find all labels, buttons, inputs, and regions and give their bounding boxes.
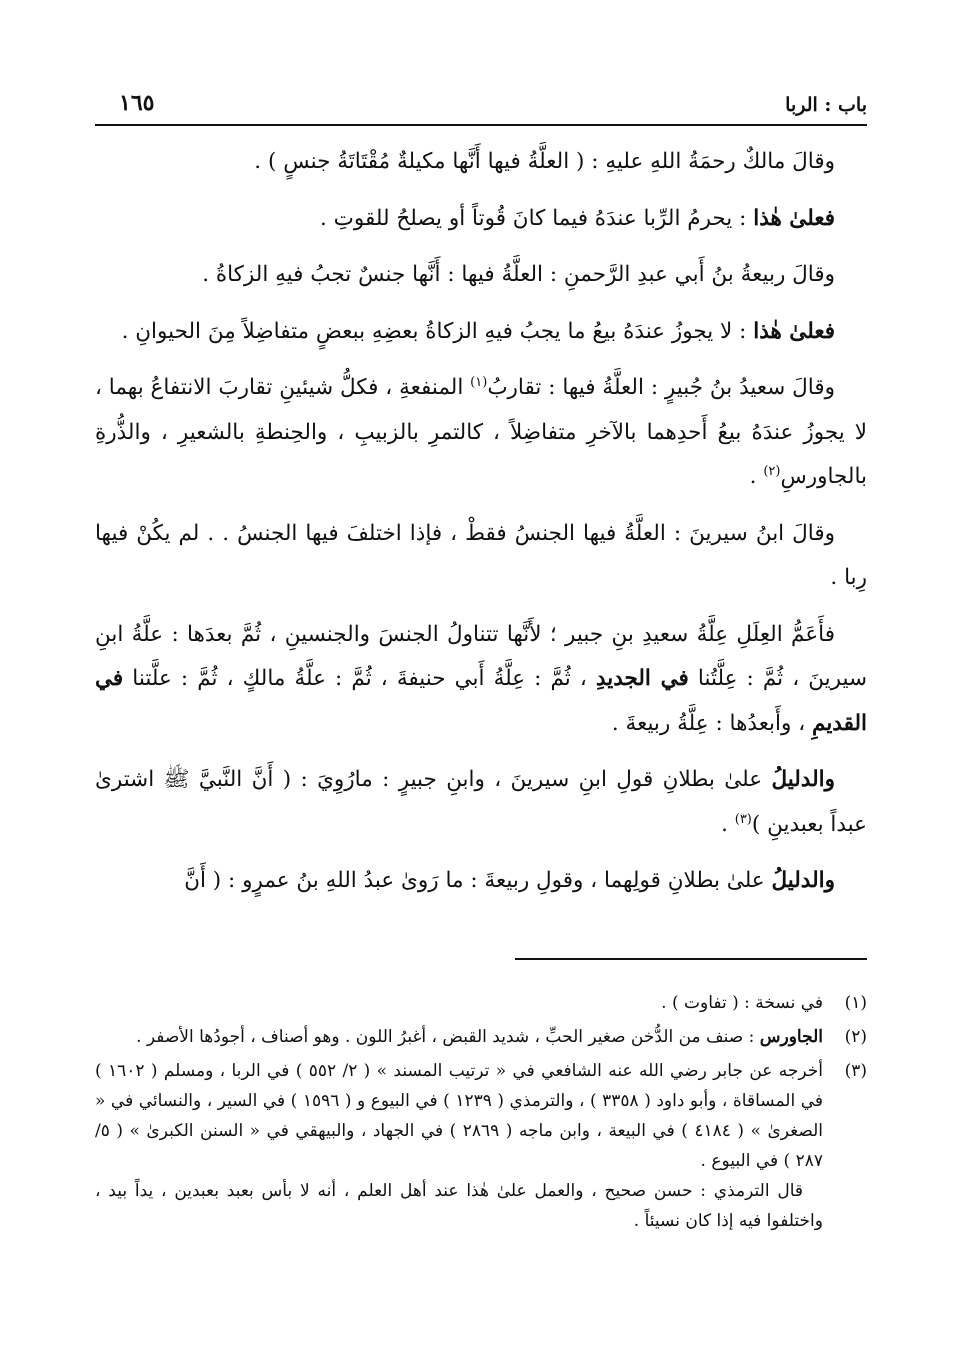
footnotes	[95, 988, 867, 1240]
paragraph-7	[95, 613, 867, 747]
paragraph-text: .	[749, 464, 764, 489]
footnote-ref-3: (٣)	[734, 811, 752, 827]
paragraph-text: ، وأَبعدُها : عِلَّةُ ربيعةَ .	[611, 710, 813, 736]
footnote-1	[95, 988, 867, 1018]
paragraph-lead: فعلىٰ هٰذا	[753, 205, 835, 231]
paragraph-4	[95, 310, 867, 355]
footnote-text-continued: قال الترمذي : حسن صحيح ، والعمل علىٰ هٰذا عند أهل العلم ، أنه لا بأس بعبد بعبدين ، يداً بيد ، واختلفوا فيه إذا كان نسيئاً .	[95, 1181, 823, 1231]
page-header	[95, 88, 867, 126]
footnote-term: الجاورس	[759, 1027, 823, 1047]
paragraph-text: .	[721, 811, 735, 837]
paragraph-lead: فعلىٰ هٰذا	[753, 318, 835, 344]
footnote-ref-2: (٢)	[763, 463, 781, 479]
footnote-divider	[515, 958, 867, 960]
paragraph-text: وقالَ ربيعةُ بنُ أَبي عبدِ الرَّحمنِ : العلَّةُ فيها : أَنَّها جنسٌ تجبُ فيهِ الزكاةُ .	[202, 262, 835, 287]
paragraph-3	[95, 253, 867, 298]
paragraph-text: : يحرمُ الرِّبا عندَهُ فيما كانَ قُوتاً أو يصلحُ للقوتِ .	[320, 205, 754, 231]
paragraph-text: فأَعَمُّ العِلَلِ عِلَّةُ سعيدِ بنِ جبير ؛ لأَنَّها تتناولُ الجنسَ والجنسينِ ، ثُمَّ بعدَها : علَّةُ ابنِ سيرينَ ، ثُمَّ : عِلَّتُنا	[95, 621, 867, 691]
running-title: باب : الربا	[785, 94, 867, 116]
paragraph-text: علىٰ بطلانِ قولِهما ، وقولِ ربيعةَ : ما رَوىٰ عبدُ اللهِ بنُ عمرٍو : ( أَنَّ	[184, 868, 772, 893]
footnote-body	[95, 1022, 823, 1052]
footnote-number: (٣)	[844, 1061, 867, 1081]
paragraph-text: : لا يجوزُ عندَهُ بيعُ ما يجبُ فيهِ الزكاةُ بعضِهِ ببعضٍ متفاضِلاً مِنَ الحيوانِ .	[121, 318, 754, 344]
footnote-number: (٢)	[844, 1027, 867, 1047]
paragraph-5	[95, 366, 867, 500]
paragraph-text: وقالَ ابنُ سيرينَ : العلَّةُ فيها الجنسُ فقطْ ، فإذا اختلفَ فيها الجنسُ . . لم يكُنْ فيها رِبا .	[95, 520, 867, 590]
main-text	[95, 140, 867, 916]
paragraph-text: وقالَ سعيدُ بنُ جُبيرٍ : العلَّةُ فيها : تقاربُ	[487, 375, 835, 400]
page-number: ١٦٥	[119, 90, 155, 116]
paragraph-text: المنفعةِ ، فكلُّ شيئينِ تقاربَ الانتفاعُ بهما ، لا يجوزُ عندَهُ بيعُ أَحدِهما بالآخرِ متفاضِلاً ، كالتمرِ بالزبيبِ ، والحِنطةِ بالشعيرِ ، والذُّرةِ بالجاورسِ	[95, 375, 867, 489]
footnote-text: في نسخة : ( تفاوت ) .	[661, 993, 823, 1013]
paragraph-text: ، ثُمَّ : عِلَّةُ أَبي حنيفةَ ، ثُمَّ : علَّةُ مالكٍ ، ثُمَّ : علَّتنا	[123, 666, 596, 691]
paragraph-2	[95, 197, 867, 242]
paragraph-1	[95, 140, 867, 185]
footnote-body	[95, 1056, 823, 1236]
paragraph-9	[95, 859, 867, 904]
paragraph-lead: والدليلُ	[771, 767, 835, 792]
footnote-3	[95, 1056, 867, 1236]
emphasis-new-school: في الجديدِ	[595, 666, 689, 691]
footnote-text: أخرجه عن جابر رضي الله عنه الشافعي في « ترتيب المسند » ( ٢/ ٥٥٢ ) في الربا ، ومسلم ( ١٦٠٢ ) في المساقاة ، وأبو داود ( ٣٣٥٨ ) ، والترمذي ( ١٢٣٩ ) في البيوع و ( ١٥٩٦ ) في السير ، والنسائي في « الصغرىٰ » ( ٤١٨٤ ) في البيعة ، وابن ماجه ( ٢٨٦٩ ) في الجهاد ، والبيهقي في « السنن الكبرىٰ » ( ٥/ ٢٨٧ ) في البيوع .	[95, 1061, 823, 1171]
footnote-number: (١)	[844, 993, 867, 1013]
emphasis-old-school: في القديمِ	[95, 666, 867, 736]
paragraph-text: علىٰ بطلانِ قولِ ابنِ سيرينَ ، وابنِ جبيرٍ : مارُوِيَ : ( أَنَّ النَّبيَّ ﷺ اشترىٰ عبداً بعبدينِ )	[95, 767, 867, 837]
paragraph-text: وقالَ مالكٌ رحمَةُ اللهِ عليهِ : ( العلَّةُ فيها أَنَّها مكيلةٌ مُقْتَاتَةُ جنسٍ ) .	[254, 149, 835, 174]
footnote-2	[95, 1022, 867, 1052]
footnote-ref-1: (١)	[470, 374, 488, 390]
paragraph-lead: والدليلُ	[771, 868, 835, 893]
footnote-text: : صنف من الدُّخن صغير الحبِّ ، شديد القبض ، أغبرُ اللون . وهو أصناف ، أجودُها الأصفر .	[136, 1027, 760, 1047]
paragraph-6	[95, 512, 867, 601]
paragraph-8	[95, 758, 867, 847]
